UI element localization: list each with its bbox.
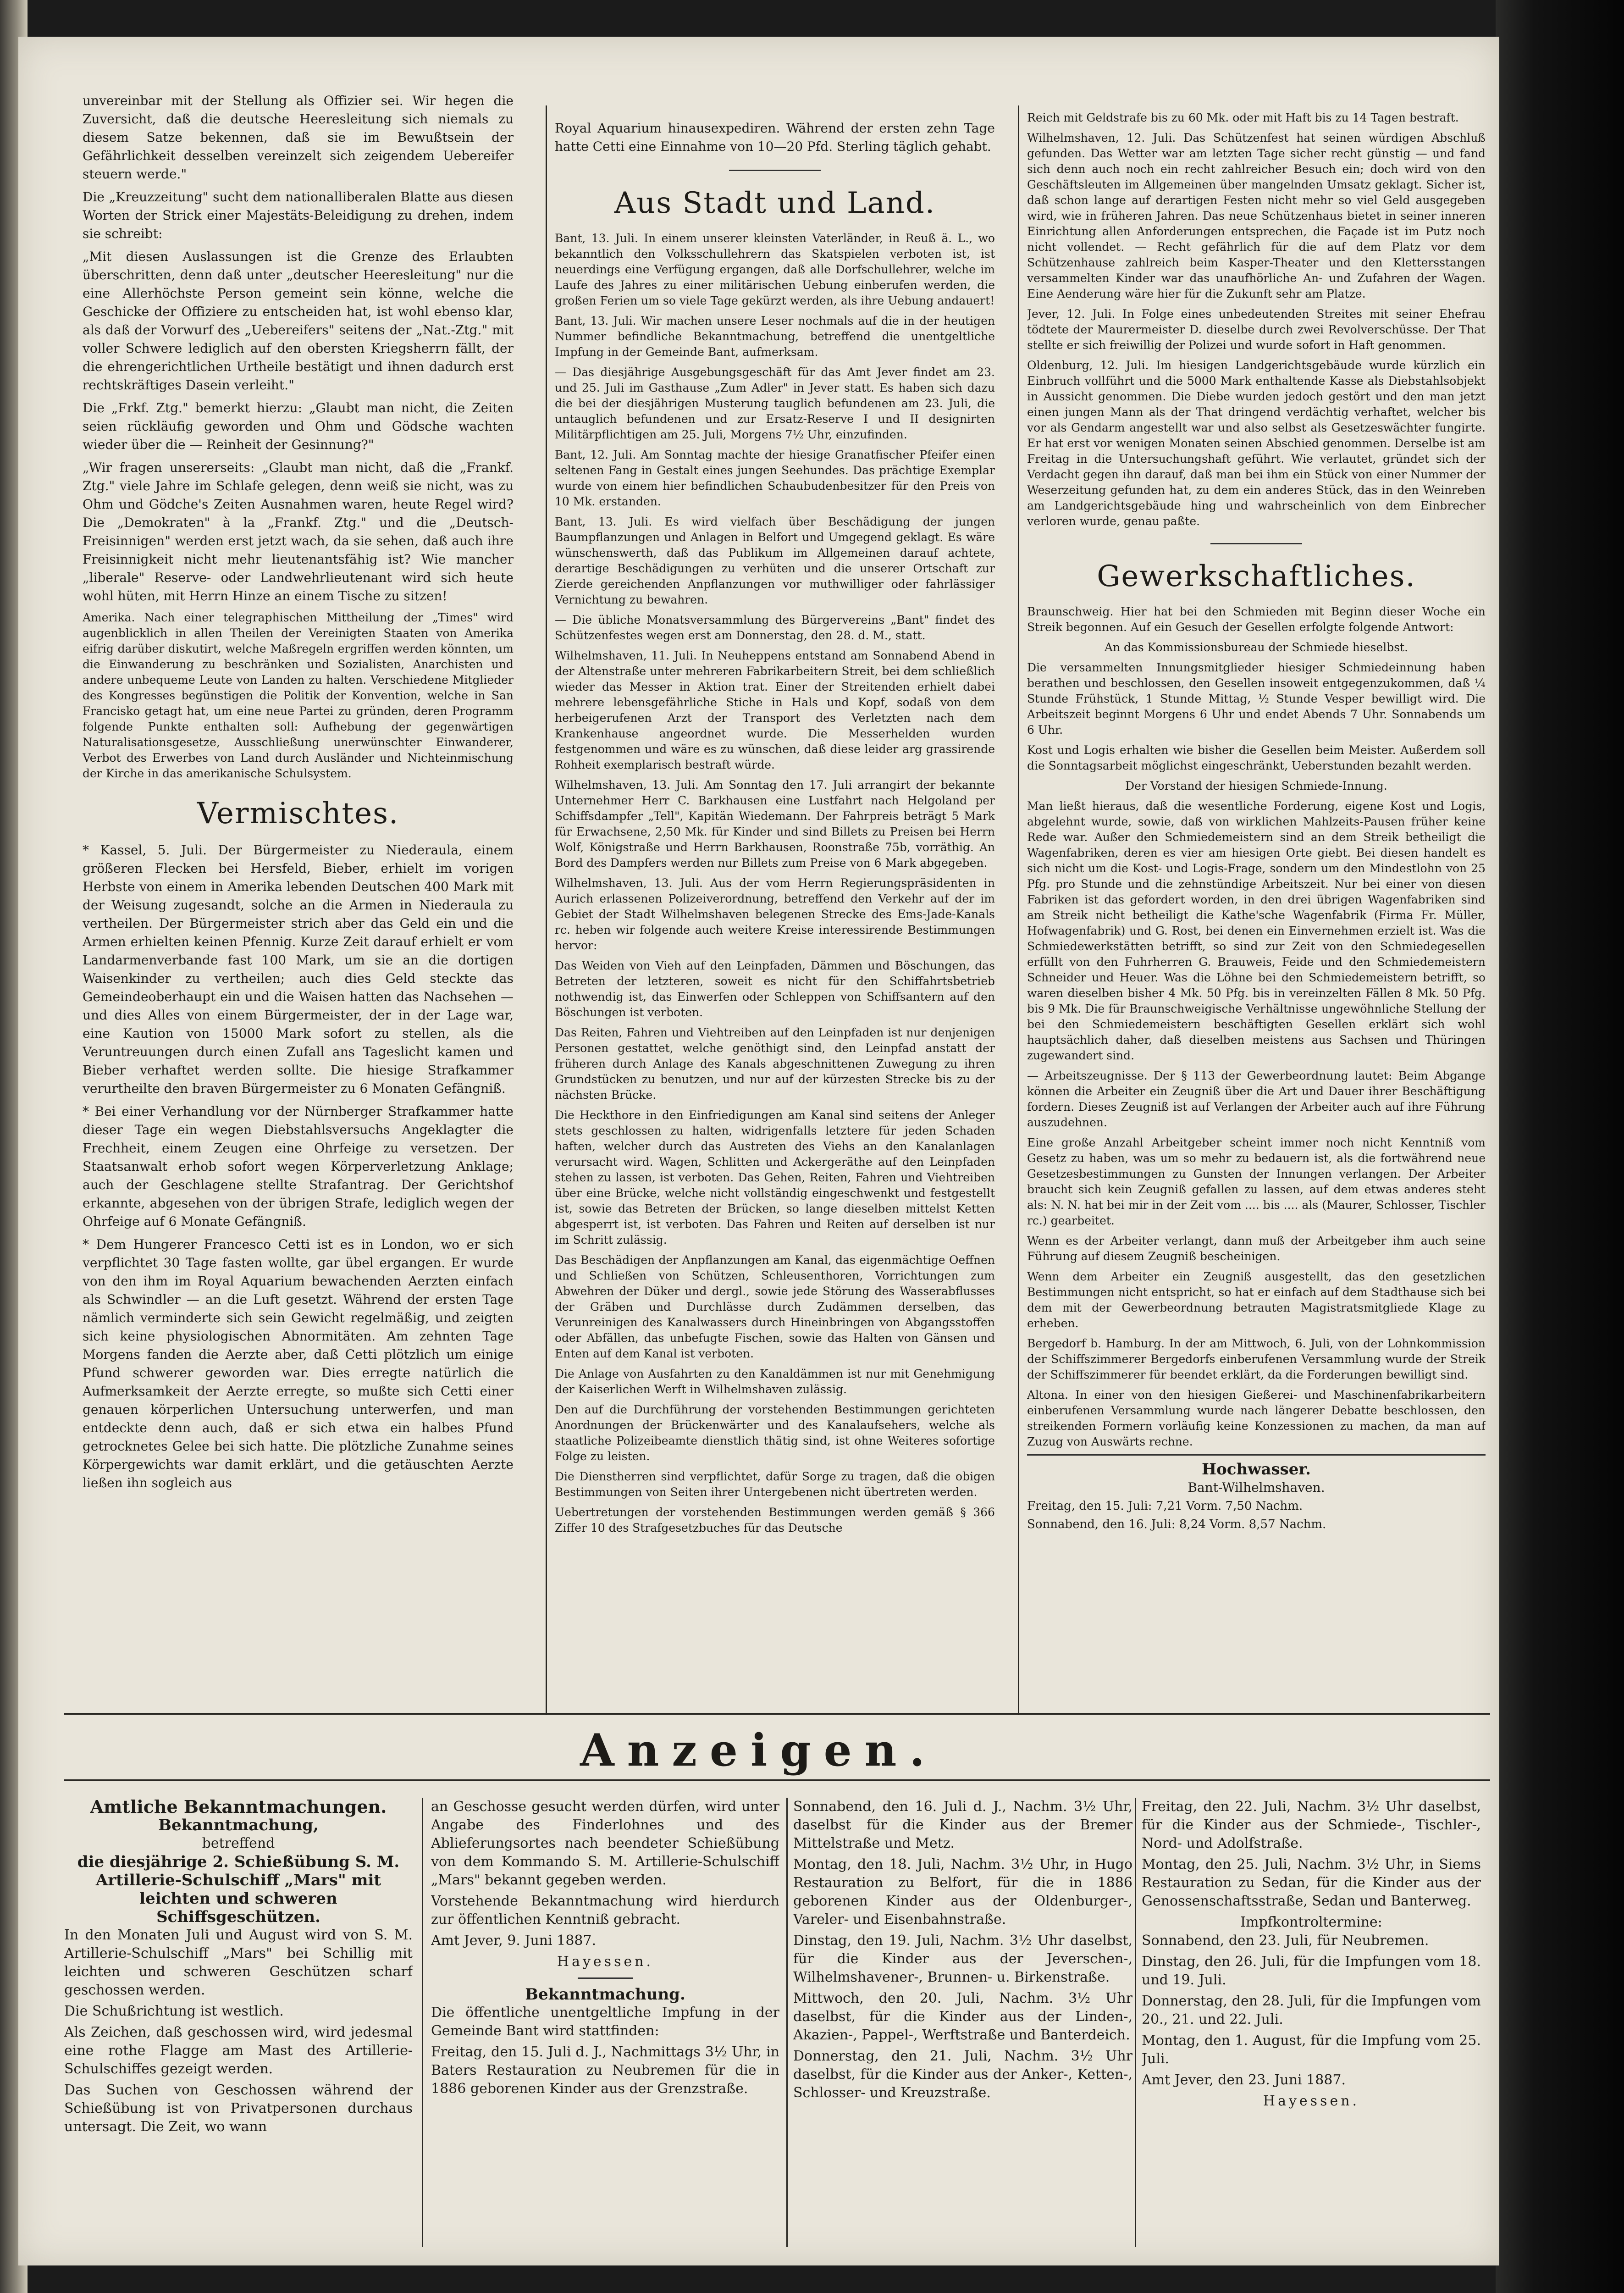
news-item: Wenn es der Arbeiter verlangt, dann muß der Arbeitgeber ihm auch seine Führung auf diesem Zeugniß bescheinigen. <box>1027 1234 1486 1263</box>
control-date: Dinstag, den 26. Juli, für die Impfungen vom 18. und 19. Juli. <box>1142 1954 1481 1988</box>
ad-official-notice-continued <box>431 1798 779 2256</box>
column-divider <box>1018 105 1019 1715</box>
schedule-item: Mittwoch, den 20. Juli, Nachm. 3½ Uhr daselbst, für die Kinder aus der Linden-, Akazien-, Pappel-, Werftstraße und Banterdeich. <box>793 1990 1132 2043</box>
control-date: Donnerstag, den 28. Juli, für die Impfungen vom 20., 21. und 22. Juli. <box>1142 1993 1481 2027</box>
ad-betreffend: betreffend <box>202 1835 275 1851</box>
news-item: — Die übliche Monatsversammlung des Bürgervereins „Bant" findet des Schützenfestes wegen erst am Donnerstag, den 28. d. M., statt. <box>555 613 995 642</box>
tide-table <box>1027 1454 1486 1534</box>
news-item: Man ließt hieraus, daß die wesentliche Forderung, eigene Kost und Logis, abgelehnt wurde, sowie, daß von wirklichen Mahlzeits-Pausen früher keine Rede war. Außer den Schmiedemeistern sind an dem Streik betheiligt die Wagenfabriken, deren es vier am hiesigen Orte giebt. Bei diesen handelt es sich nicht um die Kost- und Logis-Frage, sondern um den Mindestlohn von 25 Pfg. pro Stunde und die zehnstündige Arbeitszeit. Nur bei einer von diesen Fabriken ist das gefordert worden, in den drei übrigen Wagenfabriken sind am Streik nicht betheiligt die Kathe'sche Wagenfabrik (Firma Fr. Müller, Hofwagenfabrik) und G. Rost, bei denen ein Einvernehmen erzielt ist. Was die Schmiedewerkstätten betrifft, so sind zur Zeit von den Schmiedegesellen erfüllt von den Fuhrherren G. Brauweis, Feide und den Schmiedemeistern Schneider und Heuer. Was die Löhne bei den Schmiedemeistern betrifft, so waren dieselben bisher 4 Mk. 50 Pfg. bis in vereinzelten Fällen 8 Mk. 50 Pfg. bis 9 Mk. Die für Braunschweigische Verhältnisse ungewöhnliche Stellung der bei den Schmiedemeistern beschäftigten Gesellen erklärt sich wohl hauptsächlich daher, daß dieselben meistens aus Sachsen und Thüringen zugewandert sind. <box>1027 799 1486 1062</box>
article-paragraph: „Mit diesen Auslassungen ist die Grenze des Erlaubten überschritten, denn daß unter „deutscher Heeresleitung" nur die eine Allerhöchste Person gemeint sein könne, welche die Geschicke der Offiziere zu entscheiden hat, ist wohl ebenso klar, als daß der Vorwurf des „Uebereifers" seitens der „Nat.-Ztg." mit voller Schwere lediglich auf den obersten Kriegsherrn fällt, der die ehrengerichtlichen Urtheile bestätigt und ihnen dadurch erst rechtskräftiges Dasein verleiht." <box>83 249 514 393</box>
section-heading-vermischtes: Vermischtes. <box>197 797 399 831</box>
news-item: Wilhelmshaven, 11. Juli. In Neuheppens entstand am Sonnabend Abend in der Altenstraße unter mehreren Fabrikarbeitern Streit, bei dem schließlich wieder das Messer in Aktion trat. Einer der Streitenden erhielt dabei mehrere lebensgefährliche Stiche in Hals und Kopf, sodaß von dem herbeigerufenen Arzt der Transport des Verletzten nach dem Krankenhause angeordnet wurde. Die Messerhelden wurden festgenommen und wäre es zu wünschen, daß diese leider arg grassirende Rohheit exemplarisch bestraft würde. <box>555 649 995 771</box>
news-item: — Das diesjährige Ausgebungsgeschäft für das Amt Jever findet am 23. und 25. Juli im Gasthause „Zum Adler" in Jever statt. Es haben sich dazu die bei der diesjährigen Musterung tauglich befundenen am 23. Juli, die untauglich befundenen und zur Ersatz-Reserve I und II designirten Militärpflichtigen am 25. Juli, Morgens 7½ Uhr, einzufinden. <box>555 366 995 441</box>
article-paragraph: Die „Frkf. Ztg." bemerkt hierzu: „Glaubt man nicht, die Zeiten seien rückläufig geworden und Ohm und Gödsche wachten wieder über die — Reinheit der Gesinnung?" <box>83 400 514 452</box>
control-date: Sonnabend, den 23. Juli, für Neubremen. <box>1142 1933 1429 1949</box>
news-item: — Arbeitszeugnisse. Der § 113 der Gewerbeordnung lautet: Beim Abgange können die Arbeiter ein Zeugniß über die Art und Dauer ihrer Beschäftigung fordern. Dieses Zeugniß ist auf Verlangen der Arbeiter auch auf ihre Führung auszudehnen. <box>1027 1069 1486 1129</box>
control-dates-title: Impfkontroltermine: <box>1240 1914 1382 1930</box>
ad-paragraph: Die Schußrichtung ist westlich. <box>64 2003 284 2019</box>
local-news-continued <box>1027 110 1486 529</box>
article-paragraph: * Kassel, 5. Juli. Der Bürgermeister zu Niederaula, einem größeren Flecken bei Hersfeld, Bieber, erhielt im vorigen Herbste von einem in Amerika lebenden Deutschen 400 Mark mit der Weisung zugesandt, solche an die Armen in Niederaula zu vertheilen. Der Bürgermeister strich aber das Geld ein und die Armen erhielten keinen Pfennig. Kurze Zeit darauf erhielt er vom Landarmenverbande fast 100 Mark, um sie an die dortigen Waisenkinder zu vertheilen; auch dies Geld steckte das Gemeindeoberhaupt ein und die Waisen hatten das Nachsehen — und dies Alles von einem Bürgermeister, der in der Lage war, eine Kaution von 15000 Mark sofort zu stellen, als die Veruntreuungen durch einen Zufall ans Tageslicht kamen und Bieber verhaftet werden sollte. Die hiesige Strafkammer verurtheilte den braven Bürgermeister zu 6 Monaten Gefängniß. <box>83 842 514 1096</box>
schedule-item: Dinstag, den 19. Juli, Nachm. 3½ Uhr daselbst, für die Kinder aus der Jeverschen-, Wilhelmshavener-, Brunnen- u. Birkenstraße. <box>793 1933 1132 1985</box>
news-item: Jever, 12. Juli. In Folge eines unbedeutenden Streites mit seiner Ehefrau tödtete der Maurermeister D. dieselbe durch zwei Revolverschüsse. Der That stellte er sich freiwillig der Polizei und wurde sofort in Haft genommen. <box>1027 307 1486 352</box>
news-item: Eine große Anzahl Arbeitgeber scheint immer noch nicht Kenntniß vom Gesetz zu haben, was um so mehr zu bedauern ist, als die fortwährend neue Gesetzesbestimmungen zu Gunsten der Innungen verlangen. Der Arbeiter braucht sich kein Zeugniß gefallen zu lassen, auf dem etwas anderes steht als: N. N. hat bei mir in der Zeit vom .... bis .... als (Maurer, Schlosser, Tischler rc.) gearbeitet. <box>1027 1136 1486 1227</box>
tide-title: Hochwasser. <box>1201 1460 1311 1479</box>
ad-paragraph: Das Suchen von Geschossen während der Schießübung ist von Privatpersonen durchaus untersagt. Die Zeit, wo wann <box>64 2082 413 2135</box>
news-item: Altona. In einer von den hiesigen Gießerei- und Maschinenfabrikarbeitern einberufenen Versammlung wurde nach längerer Debatte beschlossen, den streikenden Formern vorläufig keine Konzessionen zu machen, da man auf Zuzug von Auswärts rechne. <box>1027 1388 1486 1448</box>
news-item: Bant, 12. Juli. Am Sonntag machte der hiesige Granatfischer Pfeifer einen seltenen Fang in Gestalt eines jungen Seehundes. Das prächtige Exemplar wurde von einem hier befindlichen Schaubudenbesitzer für den Preis von 10 Mk. erstanden. <box>555 448 995 508</box>
news-item: Kost und Logis erhalten wie bisher die Gesellen beim Meister. Außerdem soll die Sonntagsarbeit möglichst eingeschränkt, Ueberstunden bezahlt werden. <box>1027 743 1486 772</box>
news-item: Bant, 13. Juli. Es wird vielfach über Beschädigung der jungen Baumpflanzungen und Anlagen in Belfort und Umgegend geklagt. Es wäre wünschenswerth, daß das Publikum im Allgemeinen darauf achtete, derartige Beschädigungen zu verhüten und die unserer Ortschaft zur Zierde gereichenden Anpflanzungen vor muthwilliger oder fahrlässiger Vernichtung zu bewahren. <box>555 515 995 606</box>
ad-title: Amtliche Bekanntmachungen. <box>90 1798 387 1817</box>
ad-title: Bekanntmachung. <box>525 1985 685 2004</box>
article-paragraph: Royal Aquarium hinausexpediren. Während der ersten zehn Tage hatte Cetti eine Einnahme von 10—20 Pfd. Sterling täglich gehabt. <box>555 121 995 154</box>
section-heading-aus-stadt-und-land: Aus Stadt und Land. <box>614 186 936 220</box>
ads-rule <box>64 1779 1490 1781</box>
column-3 <box>1027 110 1486 1743</box>
ad-subtitle: Bekanntmachung, <box>158 1816 319 1834</box>
column-1 <box>83 92 514 1683</box>
ad-column-divider <box>786 1798 788 2247</box>
article-paragraph: „Wir fragen unsererseits: „Glaubt man nicht, daß die „Frankf. Ztg." viele Jahre im Schlafe gelegen, denn weiß sie nicht, was zu Ohm und Gödche's Zeiten Ausnahmen waren, heute Regel wird? Die „Demokraten" à la „Frankf. Ztg." und die „Deutsch-Freisinnigen" werden erst jetzt wach, da sie sehen, daß auch ihre Freisinnigkeit nicht mehr lieutenantsfähig ist? Wie mancher „liberale" Reserve- oder Landwehrlieutenant wird sich heute wohl hüten, mit Herrn Hinze an einem Tische zu sitzen! <box>83 460 514 604</box>
news-item: Wilhelmshaven, 12. Juli. Das Schützenfest hat seinen würdigen Abschluß gefunden. Das Wetter war am letzten Tage sicher recht günstig — und fand sich denn auch noch ein recht zahlreicher Besuch ein; doch wird von den Geschäftsleuten im Allgemeinen über mangelnden Umsatz geklagt. Sicher ist, daß schon lange auf derartigen Festen nicht mehr so viel Geld ausgegeben wird, wie in früheren Jahren. Das neue Schützenhaus bietet in seiner inneren Einrichtung allen Anforderungen entsprechen, die Façade ist im Putz noch nicht vollendet. — Recht gefährlich für die auf dem Platz vor dem Schützenhause zahlreich beim Kasper-Theater und den Klettersstangen versammelten Kinder war das unaufhörliche An- und Zufahren der Wagen. Eine Aenderung wäre hier für die Zukunft sehr am Platze. <box>1027 131 1486 300</box>
schedule-item: Montag, den 18. Juli, Nachm. 3½ Uhr, in Hugo Restauration zu Belfort, für die in 1886 geborenen Kinder aus der Oldenburger-, Vareler- und Eisenbahnstraße. <box>793 1856 1132 1927</box>
tide-row: Sonnabend, den 16. Juli: 8,24 Vorm. 8,57 Nachm. <box>1027 1518 1326 1531</box>
section-heading-gewerkschaftliches: Gewerkschaftliches. <box>1097 559 1416 593</box>
section-rule <box>64 1713 1490 1715</box>
ad-paragraph: Vorstehende Bekanntmachung wird hierdurch zur öffentlichen Kenntniß gebracht. <box>431 1893 779 1927</box>
tide-place: Bant-Wilhelmshaven. <box>1188 1480 1325 1495</box>
union-news-list <box>1027 604 1486 1450</box>
column-divider <box>546 105 547 1715</box>
article-paragraph: Amerika. Nach einer telegraphischen Mittheilung der „Times" wird augenblicklich in allen Theilen der Vereinigten Staaten von Amerika eifrig darüber diskutirt, welche Maßregeln ergriffen werden könnten, um die Einwanderung zu beschränken und Sozialisten, Anarchisten und andere unbequeme Leute von Landen zu halten. Verschiedene Mitglieder des Kongresses begünstigen die Politik der Konvention, welche in San Francisko getagt hat, um eine neue Partei zu gründen, deren Programm folgende Punkte enthalten soll: Aufhebung der gegenwärtigen Naturalisationsgesetze, Ausschließung unerwünschter Einwanderer, Verbot des Erwerbes von Land durch Ausländer und Nichteinmischung der Kirche in das amerikanische Schulsystem. <box>83 611 514 780</box>
tide-row: Freitag, den 15. Juli: 7,21 Vorm. 7,50 Nachm. <box>1027 1499 1303 1513</box>
news-item: Den auf die Durchführung der vorstehenden Bestimmungen gerichteten Anordnungen der Brückenwärter und des Kanalaufsehers, welche als staatliche Polizeibeamte dienstlich thätig sind, ist ohne Weiteres sofortige Folge zu leisten. <box>555 1403 995 1463</box>
news-item: Wilhelmshaven, 13. Juli. Am Sonntag den 17. Juli arrangirt der bekannte Unternehmer Herr C. Barkhausen eine Lustfahrt nach Helgoland per Schiffsdampfer „Tell", Kapitän Wiedemann. Der Fahrpreis beträgt 5 Mark für Erwachsene, 2,50 Mk. für Kinder und sind Billets zu Preisen bei Herrn Wolf, Königstraße und Herrn Barkhausen, Roonstraße 75b, vorräthig. An Bord des Dampfers werden nur Billets zum Preise von 6 Mark abgegeben. <box>555 778 995 870</box>
ad-column-divider <box>1135 1798 1136 2247</box>
news-item: Bergedorf b. Hamburg. In der am Mittwoch, 6. Juli, von der Lohnkommission der Schiffszimmerer Bergedorfs einberufenen Versammlung wurde der Streik der Schiffszimmerer für beendet erklärt, da die Forderungen bewilligt sind. <box>1027 1337 1486 1381</box>
news-item: Bant, 13. Juli. In einem unserer kleinsten Vaterländer, in Reuß ä. L., wo bekanntlich den Volksschullehrern das Skatspielen verboten ist, ist neuerdings eine Verfügung ergangen, daß alle Dorfschullehrer, welche im Laufe des Jahres zu einer militärischen Uebung einberufen werden, die großen Ferien um so viele Tage gekürzt werden, als ihre Uebung andauert! <box>555 232 995 307</box>
ad-vaccination-schedule-continued <box>1142 1798 1481 2256</box>
control-date: Montag, den 1. August, für die Impfung vom 25. Juli. <box>1142 2033 1481 2067</box>
news-item: Wenn dem Arbeiter ein Zeugniß ausgestellt, das den gesetzlichen Bestimmungen nicht entspricht, so hat er einfach auf dem Stadthause sich bei dem mit der Gewerbeordnung betrauten Magistratsmitgliede Klage zu erheben. <box>1027 1270 1486 1330</box>
schedule-item: Donnerstag, den 21. Juli, Nachm. 3½ Uhr daselbst, für die Kinder aus der Anker-, Ketten-, Schlosser- und Kreuzstraße. <box>793 2048 1132 2101</box>
newspaper-page <box>18 37 1499 2265</box>
news-item: Das Beschädigen der Anpflanzungen am Kanal, das eigenmächtige Oeffnen und Schließen von Schützen, Schleusenthoren, Vorrichtungen zum Abwehren der Düker und dergl., sowie jede Störung des Wasserabflusses der Gräben und Durchlässe durch Zudämmen derselben, das Verunreinigen des Kanalwassers durch Hineinbringen von Abgangsstoffen oder Abfällen, das unbefugte Fischen, sowie das Halten von Gänsen und Enten auf dem Kanal ist verboten. <box>555 1253 995 1360</box>
ad-paragraph: Als Zeichen, daß geschossen wird, wird jedesmal eine rothe Flagge am Mast des Artillerie-Schulschiffes gezeigt werden. <box>64 2024 413 2077</box>
news-item: Das Weiden von Vieh auf den Leinpfaden, Dämmen und Böschungen, das Betreten der letzteren, soweit es nicht für den Schiffahrtsbetrieb nothwendig ist, das Einwerfen oder Schleppen von Schiffsantern auf den Böschungen ist verboten. <box>555 959 995 1019</box>
article-paragraph: * Bei einer Verhandlung vor der Nürnberger Strafkammer hatte dieser Tage ein wegen Diebstahlsversuchs Angeklagter die Frechheit, einem Zeugen eine Ohrfeige zu versetzen. Der Staatsanwalt erhob sofort wegen Körperverletzung Anklage; auch der Geschlagene stellte Strafantrag. Der Gerichtshof erkannte, abgesehen von der übrigen Strafe, lediglich wegen der Ohrfeige auf 6 Monate Gefängniß. <box>83 1104 514 1229</box>
ad-signature: Hayessen. <box>557 1954 654 1970</box>
schedule-item: Montag, den 25. Juli, Nachm. 3½ Uhr, in Siems Restauration zu Sedan, für die Kinder aus der Genossenschaftsstraße, Sedan und Banterweg. <box>1142 1856 1481 1909</box>
ad-signature: Hayessen. <box>1263 2093 1360 2109</box>
separator-line <box>1210 543 1302 544</box>
ad-date: Amt Jever, den 23. Juni 1887. <box>1142 2072 1346 2088</box>
column-2 <box>555 119 995 1706</box>
ad-paragraph: Freitag, den 15. Juli d. J., Nachmittags 3½ Uhr, in Baters Restauration zu Neubremen für die in 1886 geborenen Kinder aus der Grenzstraße. <box>431 2044 779 2097</box>
news-item: Oldenburg, 12. Juli. Im hiesigen Landgerichtsgebäude wurde kürzlich ein Einbruch vollführt und die 5000 Mark enthaltende Kasse als Diebstahlsobjekt in Aussicht genommen. Die Diebe wurden jedoch gestört und den man jetzt einen jungen Mann als der That dringend verdächtig verhaftet, welcher bis vor als Gendarm angestellt war und also selbst als Gesetzeswächter fungirte. Er hat erst vor wenigen Monaten seinen Abschied genommen. Derselbe ist am Freitag in die Untersuchungshaft geführt. Wie verlautet, gründet sich der Verdacht gegen ihn darauf, daß man bei ihm ein Stück von einer Nummer der Weserzeitung gefunden hat, zu dem ein anderes Stück, das in den Weinreben am Landgerichtsgebäude hing und wahrscheinlich von dem Einbrecher verloren wurde, genau paßte. <box>1027 359 1486 528</box>
article-paragraph: unvereinbar mit der Stellung als Offizier sei. Wir hegen die Zuversicht, daß die deutsche Heeresleitung sich niemals zu diesem Satze bekennen, daß sie im Bewußtsein der Gefährlichkeit desselben vereinzelt sich zeigendem Uebereifer steuern werde." <box>83 93 514 182</box>
separator-line <box>729 170 821 171</box>
ad-subject: die diesjährige 2. Schießübung S. M. Artillerie-Schulschiff „Mars" mit leichten und schweren Schiffsgeschützen. <box>77 1853 400 1926</box>
scan-background-edge <box>1496 0 1624 2293</box>
news-item: An das Kommissionsbureau der Schmiede hieselbst. <box>1104 641 1409 654</box>
news-item: Reich mit Geldstrafe bis zu 60 Mk. oder mit Haft bis zu 14 Tagen bestraft. <box>1027 111 1459 124</box>
ad-paragraph: In den Monaten Juli und August wird von S. M. Artillerie-Schulschiff „Mars" bei Schillig mit leichten und schweren Geschützen scharf geschossen werden. <box>64 1927 413 1998</box>
ad-vaccination-schedule <box>793 1798 1132 2256</box>
local-news-list <box>555 231 995 1536</box>
news-item: Das Reiten, Fahren und Viehtreiben auf den Leinpfaden ist nur denjenigen Personen gestattet, welche genöthigt sind, den Leinpfad anstatt der früheren durch Anlage des Kanals abgeschnittenen Zuwegung zu ihren Grundstücken zu benutzen, und nur auf der kürzesten Strecke bis zu der nächsten Brücke. <box>555 1026 995 1102</box>
schedule-item: Sonnabend, den 16. Juli d. J., Nachm. 3½ Uhr, daselbst für die Kinder aus der Bremer Mittelstraße und Metz. <box>793 1799 1132 1851</box>
ad-date: Amt Jever, 9. Juni 1887. <box>431 1933 597 1949</box>
schedule-item: Freitag, den 22. Juli, Nachm. 3½ Uhr daselbst, für die Kinder aus der Schmiede-, Tischler-, Nord- und Adolfstraße. <box>1142 1799 1481 1851</box>
news-item: Bant, 13. Juli. Wir machen unsere Leser nochmals auf die in der heutigen Nummer befindliche Bekanntmachung, betreffend die unentgeltliche Impfung in der Gemeinde Bant, aufmerksam. <box>555 314 995 359</box>
news-item: Der Vorstand der hiesigen Schmiede-Innung. <box>1125 779 1387 792</box>
news-item: Die Heckthore in den Einfriedigungen am Kanal sind seitens der Anleger stets geschlossen zu halten, widrigenfalls letztere für jeden Schaden haften, welcher durch das Austreten des Viehs an den Kanalanlagen verursacht wird. Wagen, Schlitten und Ackergeräthe auf den Leinpfaden stehen zu lassen, ist verboten. Das Gehen, Reiten, Fahren und Viehtreiben über eine Brücke, welche nicht vollständig eingeschwenkt und festgestellt ist, sowie das Betreten der Brücken, so lange dieselben mittelst Ketten abgesperrt ist, ist verboten. Das Fahren und Reiten auf derselben ist nur im Schritt zulässig. <box>555 1108 995 1246</box>
ad-column-divider <box>422 1798 423 2247</box>
ads-heading: Anzeigen. <box>580 1724 938 1776</box>
news-item: Wilhelmshaven, 13. Juli. Aus der vom Herrn Regierungspräsidenten in Aurich erlassenen Polizeiverordnung, betreffend den Verkehr auf der im Gebiet der Stadt Wilhelmshaven belegenen Strecke des Ems-Jade-Kanals rc. heben wir folgende auch weitere Kreise interessirende Bestimmungen hervor: <box>555 876 995 952</box>
news-item: Die versammelten Innungsmitglieder hiesiger Schmiedeinnung haben berathen und beschlossen, den Gesellen insoweit entgegenzukommen, daß ¼ Stunde Frühstück, 1 Stunde Mittag, ½ Stunde Vesper bewilligt wird. Die Arbeitszeit beginnt Morgens 6 Uhr und endet Abends 7 Uhr. Sonnabends um 6 Uhr. <box>1027 661 1486 737</box>
ad-paragraph: an Geschosse gesucht werden dürfen, wird unter Angabe des Finderlohnes und des Ablieferungsortes nach beendeter Schießübung von dem Kommando S. M. Artillerie-Schulschiff „Mars" bekannt gegeben werden. <box>431 1799 779 1888</box>
ad-official-notice <box>64 1798 413 2256</box>
separator-line <box>578 1977 633 1979</box>
news-item: Uebertretungen der vorstehenden Bestimmungen werden gemäß § 366 Ziffer 10 des Strafgesetzbuches für das Deutsche <box>555 1506 995 1534</box>
ad-paragraph: Die öffentliche unentgeltliche Impfung in der Gemeinde Bant wird stattfinden: <box>431 2005 779 2039</box>
news-item: Braunschweig. Hier hat bei den Schmieden mit Beginn dieser Woche ein Streik begonnen. Auf ein Gesuch der Gesellen erfolgte folgende Antwort: <box>1027 605 1486 634</box>
article-paragraph: Die „Kreuzzeitung" sucht dem nationalliberalen Blatte aus diesen Worten der Strick einer Majestäts-Beleidigung zu drehen, indem sie schreibt: <box>83 189 514 241</box>
news-item: Die Anlage von Ausfahrten zu den Kanaldämmen ist nur mit Genehmigung der Kaiserlichen Werft in Wilhelmshaven zulässig. <box>555 1367 995 1396</box>
article-paragraph: * Dem Hungerer Francesco Cetti ist es in London, wo er sich verpflichtet 30 Tage fasten wollte, gar übel ergangen. Er wurde von den ihm im Royal Aquarium bewachenden Aerzten einfach als Schwindler — an die Luft gesetzt. Während der ersten Tage nämlich verminderte sich sein Gewicht regelmäßig, und zeigten sich keine physiologischen Abnormitäten. Am zehnten Tage Morgens fanden die Aerzte aber, daß Cetti plötzlich um einige Pfund schwerer geworden war. Dies erregte natürlich die Aufmerksamkeit der Aerzte erregte, so mußte sich Cetti einer genauen körperlichen Untersuchung unterwerfen, und man entdeckte denn auch, daß er sich etwa ein halbes Pfund getrocknetes Gelee bei sich hatte. Die plötzliche Zunahme seines Körpergewichts war damit erklärt, und die getäuschten Aerzte ließen ihn sogleich aus <box>83 1237 514 1490</box>
news-item: Die Dienstherren sind verpflichtet, dafür Sorge zu tragen, daß die obigen Bestimmungen von Seiten ihrer Untergebenen nicht übertreten werden. <box>555 1470 995 1499</box>
